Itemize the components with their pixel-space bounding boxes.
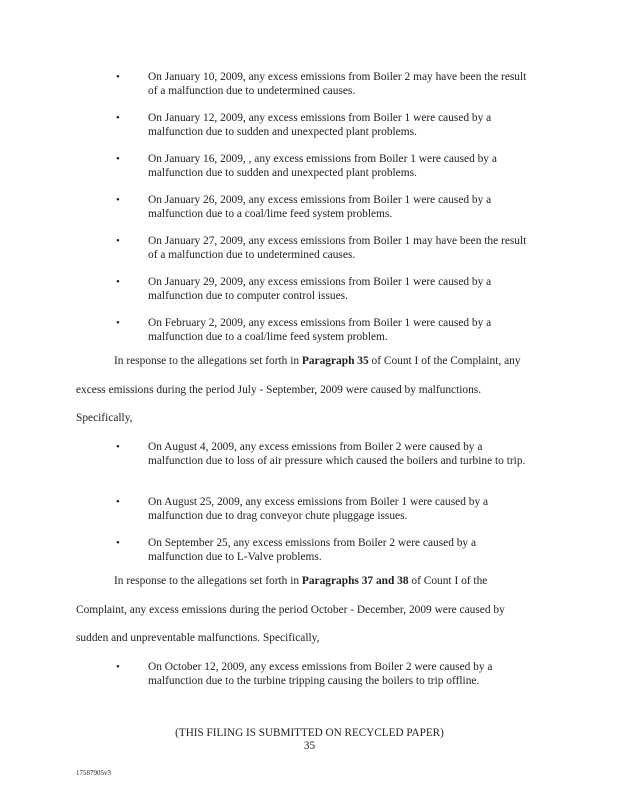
list-item-text: On January 16, 2009, , any excess emissions from Boiler 1 were caused by a malfunction due to sudden and unexpected plant problems. (148, 153, 497, 179)
list-item-text: On September 25, any excess emissions from Boiler 2 were caused by a malfunction due to L-Valve problems. (148, 537, 477, 563)
paragraph-text: of Count I of the (408, 575, 488, 587)
list-item-text: On August 25, 2009, any excess emissions from Boiler 1 were caused by a malfunction due to drag conveyor chute pluggage issues. (148, 496, 489, 522)
list-item-text: On January 27, 2009, any excess emissions from Boiler 1 may have been the result of a malfunction due to undetermined causes. (148, 235, 527, 261)
bullet-icon: • (116, 71, 120, 83)
bullet-icon: • (116, 441, 120, 453)
paragraph-line: sudden and unpreventable malfunctions. Specifically, (76, 632, 320, 644)
paragraph-text: of Count I of the Complaint, any (368, 355, 521, 367)
list-item-text: On January 26, 2009, any excess emissions from Boiler 1 were caused by a malfunction due to a coal/lime feed system problems. (148, 194, 492, 220)
bullet-icon: • (116, 496, 120, 508)
list-item-text: On January 12, 2009, any excess emissions from Boiler 1 were caused by a malfunction due to sudden and unexpected plant problems. (148, 112, 492, 138)
bullet-icon: • (116, 194, 120, 206)
paragraph-line: excess emissions during the period July - September, 2009 were caused by malfunctions. (76, 384, 482, 396)
paragraph-text: In response to the allegations set forth in (114, 355, 302, 367)
bullet-icon: • (116, 661, 120, 673)
document-id: 17587905v3 (76, 769, 111, 777)
paragraph-line: Specifically, (76, 412, 133, 424)
list-item-text: On October 12, 2009, any excess emissions from Boiler 2 were caused by a malfunction due to the turbine tripping causing the boilers to trip offline. (148, 661, 493, 687)
paragraph-line: Complaint, any excess emissions during the period October - December, 2009 were caused by (76, 604, 505, 616)
bullet-icon: • (116, 276, 120, 288)
paragraph-line (114, 574, 584, 588)
list-item-text: On August 4, 2009, any excess emissions from Boiler 2 were caused by a malfunction due to loss of air pressure which caused the boilers and turbine to trip. (148, 441, 526, 467)
bullet-icon: • (116, 235, 120, 247)
bullet-icon: • (116, 537, 120, 549)
paragraph-line (114, 354, 584, 368)
bullet-icon: • (116, 112, 120, 124)
list-item-text: On January 29, 2009, any excess emissions from Boiler 1 were caused by a malfunction due to computer control issues. (148, 276, 492, 302)
list-item-text: On January 10, 2009, any excess emissions from Boiler 2 may have been the result of a malfunction due to undetermined causes. (148, 71, 527, 97)
bullet-icon: • (116, 317, 120, 329)
recycled-paper-note: (THIS FILING IS SUBMITTED ON RECYCLED PAPER) (175, 727, 444, 739)
page-number: 35 (303, 740, 316, 752)
paragraph-reference: Paragraphs 37 and 38 (301, 575, 409, 587)
paragraph-reference: Paragraph 35 (301, 355, 369, 367)
paragraph-text: In response to the allegations set forth in (114, 575, 302, 587)
list-item-text: On February 2, 2009, any excess emissions from Boiler 1 were caused by a malfunction due to a coal/lime feed system problem. (148, 317, 492, 343)
bullet-icon: • (116, 153, 120, 165)
